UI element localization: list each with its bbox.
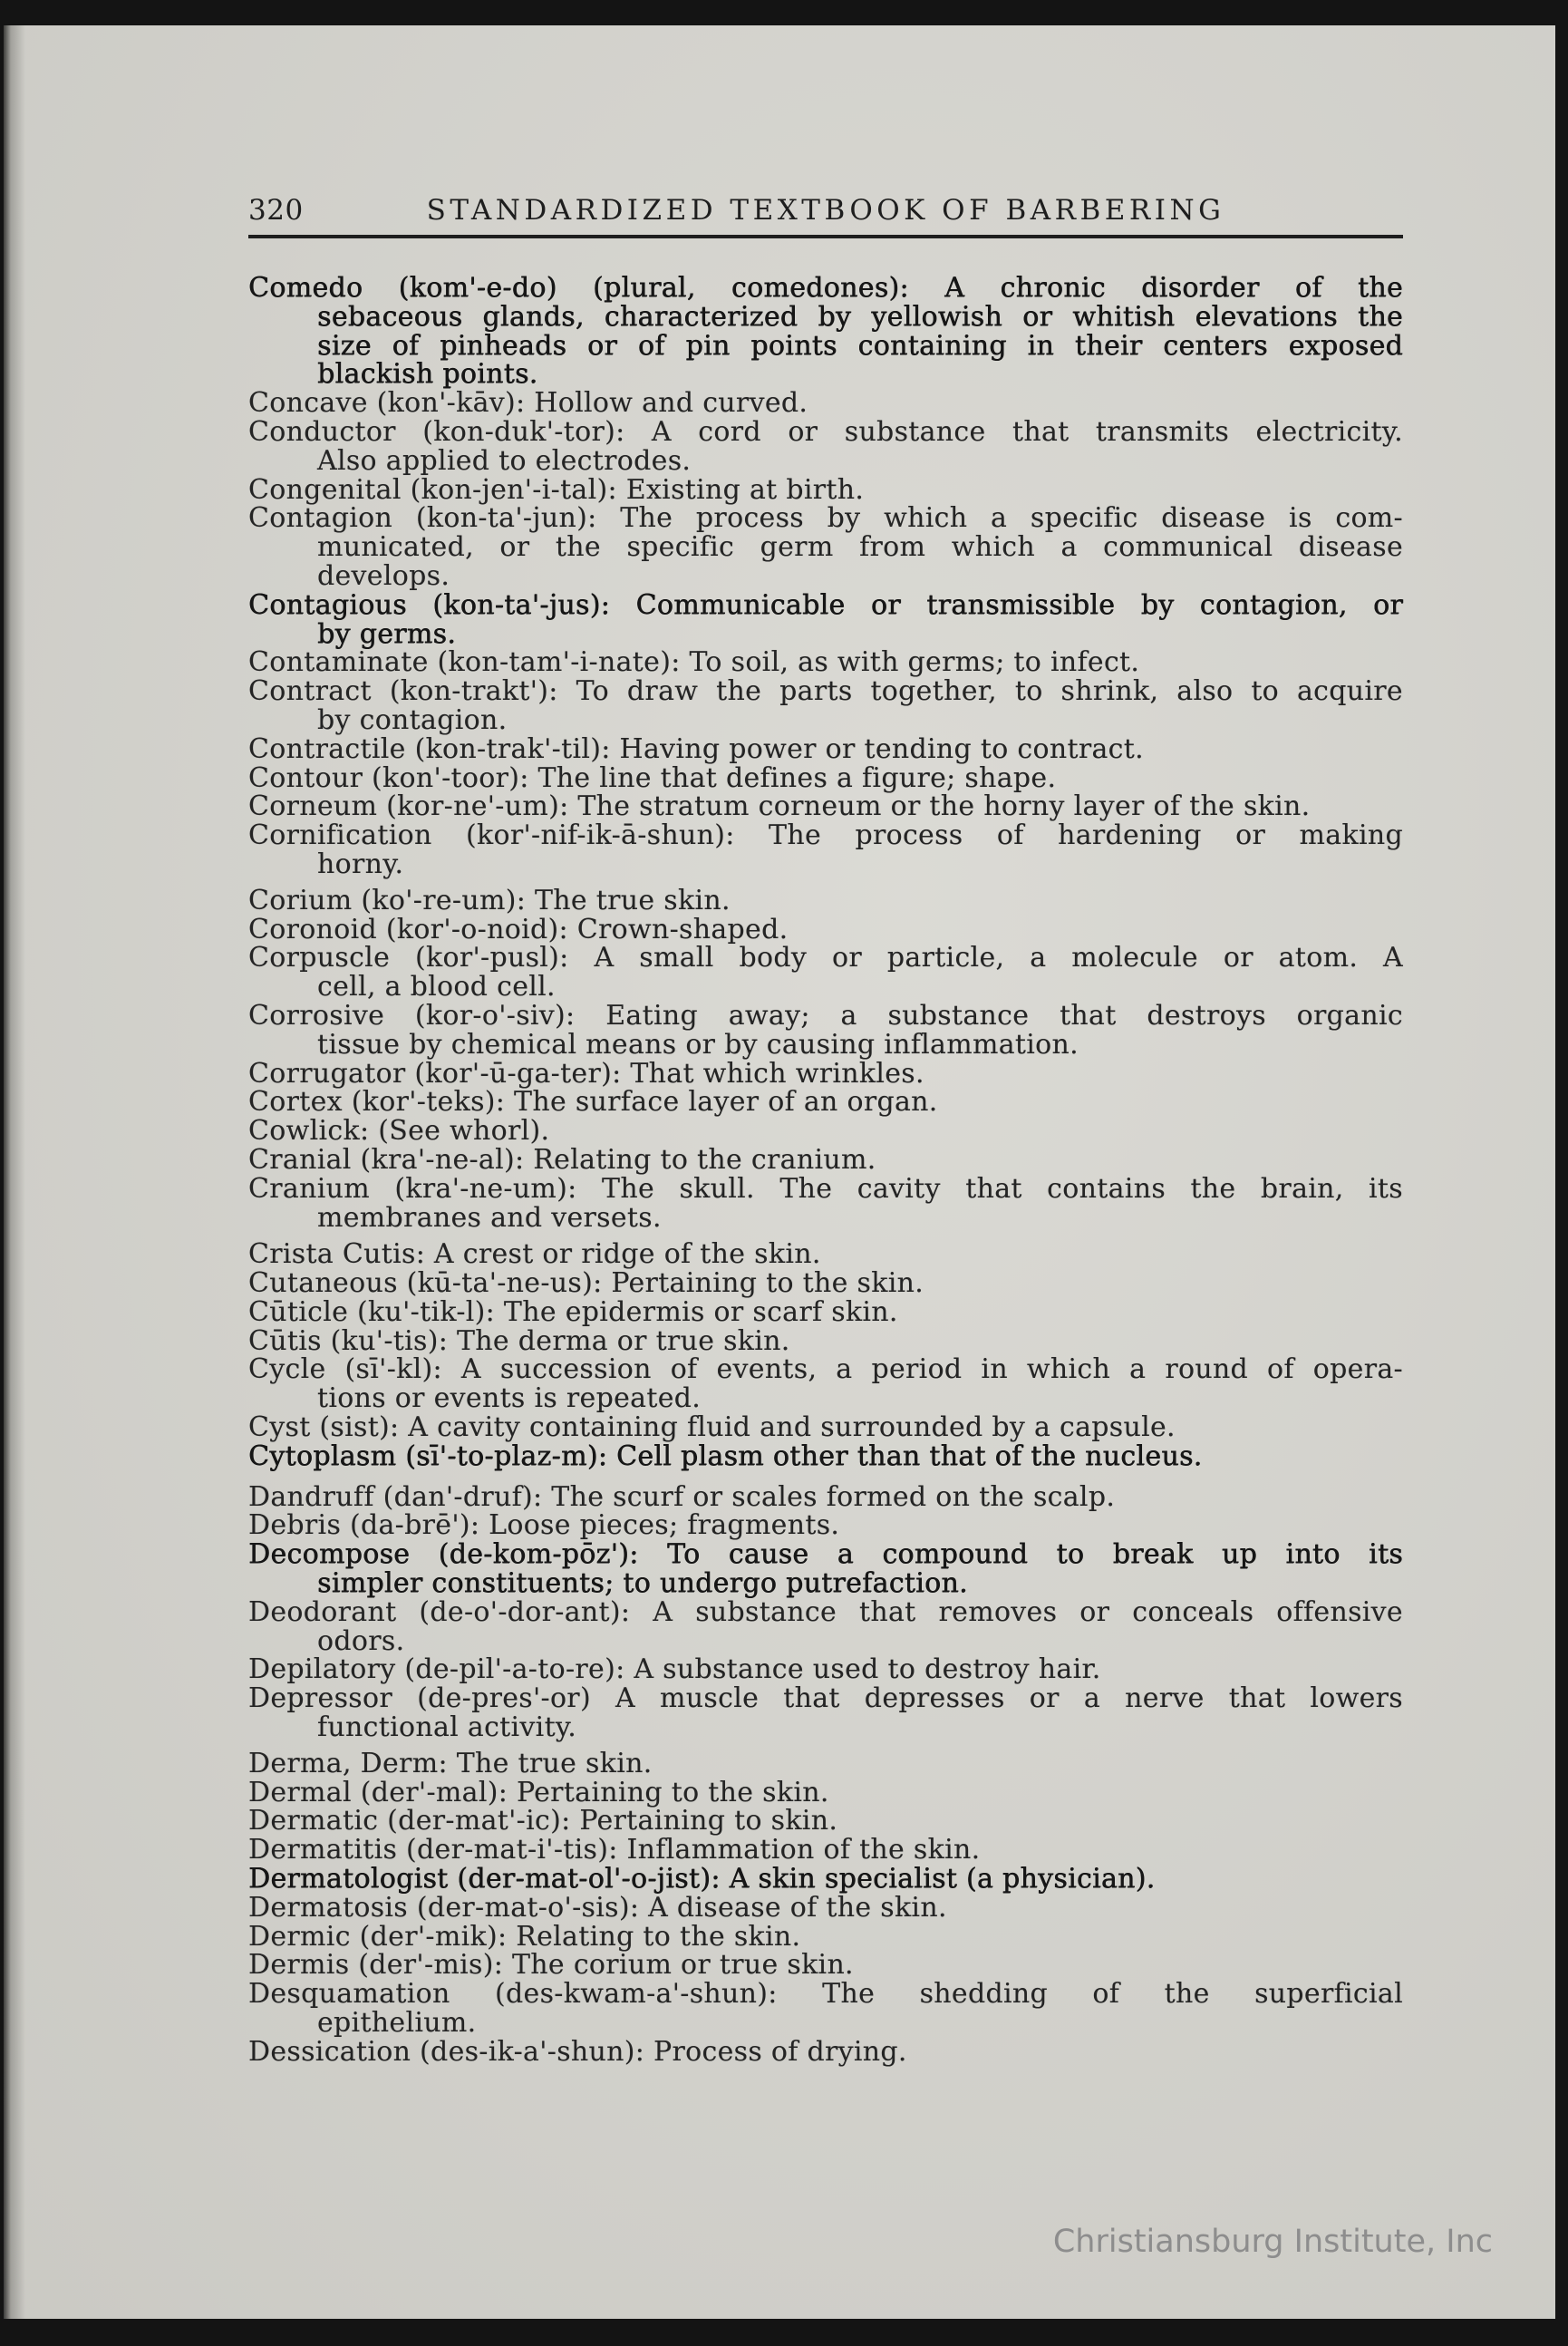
- entry-first-line: [248, 761, 1403, 794]
- entry-text: : The true skin.: [438, 1747, 653, 1779]
- entry-first-line: [248, 1240, 1403, 1269]
- glossary-entry: [248, 1117, 1403, 1146]
- entry-first-line: [248, 732, 1403, 765]
- entry-first-line: [248, 415, 1403, 448]
- glossary-entry: [248, 1442, 1403, 1471]
- glossary-entry: [248, 944, 1403, 1002]
- entry-first-line: [248, 792, 1403, 821]
- entry-term: Contractile: [248, 732, 406, 765]
- entry-first-line: [248, 884, 1403, 916]
- glossary-entry: [248, 1951, 1403, 1980]
- entry-text: (kom'-e-do) (plural, comedones): A chronic disorder of the: [363, 272, 1403, 304]
- entry-term: Coronoid: [248, 913, 377, 945]
- glossary-entry: [248, 1295, 1403, 1328]
- header-rule: [248, 235, 1403, 238]
- entry-text: (da-brē'): Loose pieces; fragments.: [341, 1509, 840, 1542]
- entry-term: Cūtis: [248, 1324, 322, 1357]
- entry-term: Dandruff: [248, 1480, 374, 1513]
- glossary-list: [248, 274, 1403, 2067]
- entry-term: Cutaneous: [248, 1267, 398, 1300]
- glossary-group: [248, 884, 1403, 1234]
- entry-continuation-line: municated, or the specific germ from which a communical disease: [317, 531, 1403, 564]
- entry-term: Cūticle: [248, 1295, 349, 1328]
- glossary-entry: [248, 913, 1403, 945]
- entry-term: Corrugator: [248, 1057, 406, 1090]
- glossary-group: [248, 1240, 1403, 1470]
- entry-continuation-line: membranes and versets.: [317, 1201, 662, 1234]
- entry-first-line: [248, 2035, 1403, 2068]
- entry-term: Corpuscle: [248, 942, 391, 974]
- glossary-entry: [248, 1240, 1403, 1269]
- entry-continuation-line: tions or events is repeated.: [317, 1382, 702, 1415]
- entry-term: Dermatologist: [248, 1863, 449, 1895]
- glossary-entry: [248, 1413, 1403, 1442]
- entry-term: Dermic: [248, 1920, 351, 1953]
- entry-term: Dessication: [248, 2035, 411, 2068]
- glossary-entry: [248, 999, 1403, 1061]
- glossary-entry: [248, 504, 1403, 590]
- entry-text: (kon'-toor): The line that defines a figure; shape.: [363, 761, 1057, 794]
- glossary-entry: [248, 2035, 1403, 2068]
- entry-text: (des-ik-a'-shun): Process of drying.: [411, 2035, 907, 2068]
- entry-term: Depilatory: [248, 1653, 396, 1686]
- entry-first-line: [248, 1776, 1403, 1808]
- entry-term: Depressor: [248, 1682, 392, 1715]
- entry-first-line: [248, 1143, 1403, 1176]
- glossary-entry: [248, 1269, 1403, 1298]
- glossary-entry: [248, 1057, 1403, 1090]
- entry-first-line: [248, 1117, 1403, 1146]
- entry-text: (sist): A cavity containing fluid and surrounded by a capsule.: [310, 1411, 1176, 1444]
- entry-first-line: [248, 1480, 1403, 1513]
- glossary-entry: [248, 1480, 1403, 1513]
- entry-text: (des-kwam-a'-shun): The shedding of the superficial: [450, 1978, 1403, 2011]
- glossary-entry: [248, 1511, 1403, 1540]
- entry-first-line: [248, 821, 1403, 850]
- entry-first-line: [248, 588, 1403, 621]
- glossary-entry: [248, 1172, 1403, 1234]
- entry-first-line: [248, 389, 1403, 418]
- glossary-group: [248, 1480, 1403, 1744]
- entry-term: Contaminate: [248, 646, 429, 679]
- entry-term: Contagion: [248, 502, 393, 535]
- entry-text: (kon'-kāv): Hollow and curved.: [367, 387, 808, 420]
- entry-term: Cranium: [248, 1172, 370, 1205]
- entry-continuation-line: simpler constituents; to undergo putrefaction.: [317, 1567, 968, 1600]
- entry-text: (kor'-nif-ik-ā-shun): The process of hardening or making: [431, 819, 1403, 852]
- entry-text: (kor'-o-noid): Crown-shaped.: [377, 913, 789, 945]
- entry-term: Deodorant: [248, 1595, 397, 1628]
- glossary-entry: [248, 1655, 1403, 1684]
- entry-first-line: [248, 1836, 1403, 1865]
- entry-term: Cornification: [248, 819, 432, 852]
- glossary-entry: [248, 1807, 1403, 1836]
- entry-term: Comedo: [248, 272, 363, 304]
- entry-text: (kra'-ne-um): The skull. The cavity that contains the brain, its: [369, 1172, 1403, 1205]
- entry-continuation-line: size of pinheads or of pin points containing in their centers exposed: [317, 329, 1403, 362]
- entry-first-line: [248, 1684, 1403, 1713]
- entry-first-line: [248, 913, 1403, 945]
- entry-first-line: [248, 1920, 1403, 1953]
- glossary-group: [248, 274, 1403, 879]
- entry-first-line: [248, 1595, 1403, 1628]
- glossary-group: [248, 1747, 1403, 2068]
- entry-first-line: [248, 1865, 1403, 1894]
- entry-first-line: [248, 1324, 1403, 1357]
- entry-first-line: [248, 1088, 1403, 1117]
- glossary-entry: [248, 473, 1403, 506]
- glossary-entry: [248, 1776, 1403, 1808]
- entry-first-line: [248, 1747, 1403, 1779]
- entry-text: (ko'-re-um): The true skin.: [352, 884, 731, 916]
- entry-term: Conductor: [248, 415, 396, 448]
- entry-text: (kor-ne'-um): The stratum corneum or the horny layer of the skin.: [377, 790, 1311, 823]
- entry-text: (der'-mik): Relating to the skin.: [350, 1920, 801, 1953]
- entry-continuation-line: develops.: [317, 559, 450, 592]
- entry-term: Cycle: [248, 1353, 326, 1386]
- glossary-entry: [248, 1324, 1403, 1357]
- glossary-entry: [248, 1143, 1403, 1176]
- entry-first-line: [248, 648, 1403, 677]
- entry-text: (kon-trak'-til): Having power or tending to contract.: [405, 732, 1144, 765]
- glossary-entry: [248, 1980, 1403, 2038]
- glossary-entry: [248, 761, 1403, 794]
- entry-term: Cranial: [248, 1143, 352, 1176]
- entry-term: Cyst: [248, 1411, 311, 1444]
- glossary-entry: [248, 1684, 1403, 1742]
- entry-text: (kon-ta'-jun): The process by which a specific disease is com-: [392, 502, 1403, 535]
- entry-term: Decompose: [248, 1538, 411, 1571]
- entry-first-line: [248, 274, 1403, 303]
- entry-text: (der-mat-ol'-o-jist): A skin specialist (a physician).: [448, 1863, 1156, 1895]
- glossary-entry: [248, 588, 1403, 650]
- entry-text: (kra'-ne-al): Relating to the cranium.: [351, 1143, 876, 1176]
- entry-first-line: [248, 1891, 1403, 1924]
- glossary-entry: [248, 1836, 1403, 1865]
- entry-text: : A crest or ridge of the skin.: [415, 1238, 821, 1271]
- entry-continuation-line: horny.: [317, 848, 404, 880]
- entry-text: (kor-o'-siv): Eating away; a substance that destroys organic: [384, 999, 1403, 1032]
- entry-term: Congenital: [248, 473, 402, 506]
- entry-term: Dermatitis: [248, 1834, 398, 1866]
- entry-first-line: [248, 473, 1403, 506]
- entry-first-line: [248, 504, 1403, 533]
- glossary-entry: [248, 415, 1403, 477]
- entry-first-line: [248, 1807, 1403, 1836]
- entry-text: : (See whorl).: [359, 1115, 550, 1148]
- entry-text: (kon-ta'-jus): Communicable or transmissible by contagion, or: [406, 588, 1403, 621]
- entry-text: (der'-mal): Pertaining to the skin.: [351, 1776, 829, 1808]
- entry-term: Cytoplasm: [248, 1440, 397, 1472]
- watermark: Christiansburg Institute, Inc: [1052, 2224, 1493, 2260]
- entry-first-line: [248, 1355, 1403, 1384]
- entry-term: Concave: [248, 387, 368, 420]
- entry-text: (ku'-tik-l): The epidermis or scarf skin.: [348, 1295, 898, 1328]
- glossary-entry: [248, 1540, 1403, 1598]
- entry-first-line: [248, 1511, 1403, 1540]
- entry-term: Corium: [248, 884, 353, 916]
- entry-continuation-line: odors.: [317, 1624, 405, 1657]
- entry-term: Derma, Derm: [248, 1747, 439, 1779]
- book-page: [4, 25, 1555, 2319]
- entry-first-line: [248, 1442, 1403, 1471]
- entry-term: Corneum: [248, 790, 378, 823]
- entry-text: (der'-mis): The corium or true skin.: [349, 1949, 854, 1982]
- entry-continuation-line: cell, a blood cell.: [317, 971, 556, 1003]
- entry-text: (kor'-ū-ga-ter): That which wrinkles.: [405, 1057, 924, 1090]
- glossary-entry: [248, 648, 1403, 677]
- entry-text: (de-pres'-or) A muscle that depresses or a nerve that lowers: [392, 1682, 1403, 1715]
- entry-first-line: [248, 1540, 1403, 1569]
- entry-first-line: [248, 944, 1403, 973]
- entry-term: Dermal: [248, 1776, 352, 1808]
- entry-continuation-line: sebaceous glands, characterized by yellowish or whitish elevations the: [317, 300, 1403, 333]
- entry-continuation-line: Also applied to electrodes.: [317, 444, 692, 477]
- entry-text: (kū-ta'-ne-us): Pertaining to the skin.: [397, 1267, 924, 1300]
- entry-text: (der-mat'-ic): Pertaining to skin.: [378, 1805, 838, 1837]
- entry-term: Corrosive: [248, 999, 385, 1032]
- entry-text: (ku'-tis): The derma or true skin.: [321, 1324, 790, 1357]
- entry-continuation-line: tissue by chemical means or by causing inflammation.: [317, 1028, 1079, 1061]
- entry-text: (de-o'-dor-ant): A substance that removes or conceals offensive: [396, 1595, 1403, 1628]
- entry-first-line: [248, 1413, 1403, 1442]
- entry-continuation-line: functional activity.: [317, 1711, 577, 1744]
- glossary-entry: [248, 884, 1403, 916]
- entry-text: (sī'-to-plaz-m): Cell plasm other than that of the nucleus.: [396, 1440, 1203, 1472]
- entry-text: (dan'-druf): The scurf or scales formed on the scalp.: [373, 1480, 1116, 1513]
- entry-continuation-line: by germs.: [317, 617, 457, 650]
- entry-first-line: [248, 1269, 1403, 1298]
- entry-text: (sī'-kl): A succession of events, a period in which a round of opera-: [325, 1353, 1403, 1386]
- glossary-entry: [248, 821, 1403, 879]
- glossary-entry: [248, 1920, 1403, 1953]
- entry-first-line: [248, 1057, 1403, 1090]
- glossary-entry: [248, 1747, 1403, 1779]
- entry-text: (kon-duk'-tor): A cord or substance that transmits electricity.: [395, 415, 1403, 448]
- entry-text: (kon-trakt'): To draw the parts together, to shrink, also to acquire: [371, 675, 1403, 708]
- entry-term: Dermis: [248, 1949, 350, 1982]
- entry-continuation-line: blackish points.: [317, 358, 538, 391]
- glossary-entry: [248, 1355, 1403, 1413]
- entry-term: Debris: [248, 1509, 342, 1542]
- entry-first-line: [248, 1295, 1403, 1328]
- glossary-entry: [248, 389, 1403, 418]
- glossary-entry: [248, 1088, 1403, 1117]
- entry-text: (der-mat-i'-tis): Inflammation of the skin.: [397, 1834, 981, 1866]
- entry-term: Contract: [248, 675, 372, 708]
- glossary-entry: [248, 677, 1403, 735]
- entry-text: (kon-tam'-i-nate): To soil, as with germs; to infect.: [428, 646, 1140, 679]
- entry-continuation-line: epithelium.: [317, 2007, 477, 2040]
- entry-text: (de-kom-pōz'): To cause a compound to break up into its: [410, 1538, 1403, 1571]
- glossary-entry: [248, 1595, 1403, 1657]
- glossary-entry: [248, 732, 1403, 765]
- glossary-entry: [248, 792, 1403, 821]
- glossary-entry: [248, 1865, 1403, 1894]
- running-head: [248, 194, 1403, 227]
- entry-first-line: [248, 1980, 1403, 2009]
- entry-first-line: [248, 1951, 1403, 1980]
- entry-text: (kon-jen'-i-tal): Existing at birth.: [401, 473, 865, 506]
- entry-first-line: [248, 1655, 1403, 1684]
- entry-first-line: [248, 999, 1403, 1032]
- entry-term: Contour: [248, 761, 363, 794]
- entry-term: Dermatosis: [248, 1891, 408, 1924]
- running-title: STANDARDIZED TEXTBOOK OF BARBERING: [426, 194, 1225, 227]
- entry-text: (der-mat-o'-sis): A disease of the skin.: [407, 1891, 947, 1924]
- entry-term: Cortex: [248, 1086, 343, 1119]
- glossary-entry: [248, 1891, 1403, 1924]
- page-number: 320: [248, 194, 304, 227]
- entry-term: Desquamation: [248, 1978, 450, 2011]
- glossary-entry: [248, 274, 1403, 389]
- entry-term: Crista Cutis: [248, 1238, 416, 1271]
- entry-term: Dermatic: [248, 1805, 379, 1837]
- entry-first-line: [248, 1172, 1403, 1205]
- entry-first-line: [248, 677, 1403, 706]
- entry-text: (kor'-pusl): A small body or particle, a molecule or atom. A: [390, 942, 1403, 974]
- entry-text: (de-pil'-a-to-re): A substance used to destroy hair.: [395, 1653, 1101, 1686]
- entry-term: Cowlick: [248, 1115, 360, 1148]
- entry-term: Contagious: [248, 588, 407, 621]
- entry-text: (kor'-teks): The surface layer of an organ.: [342, 1086, 938, 1119]
- entry-continuation-line: by contagion.: [317, 703, 508, 736]
